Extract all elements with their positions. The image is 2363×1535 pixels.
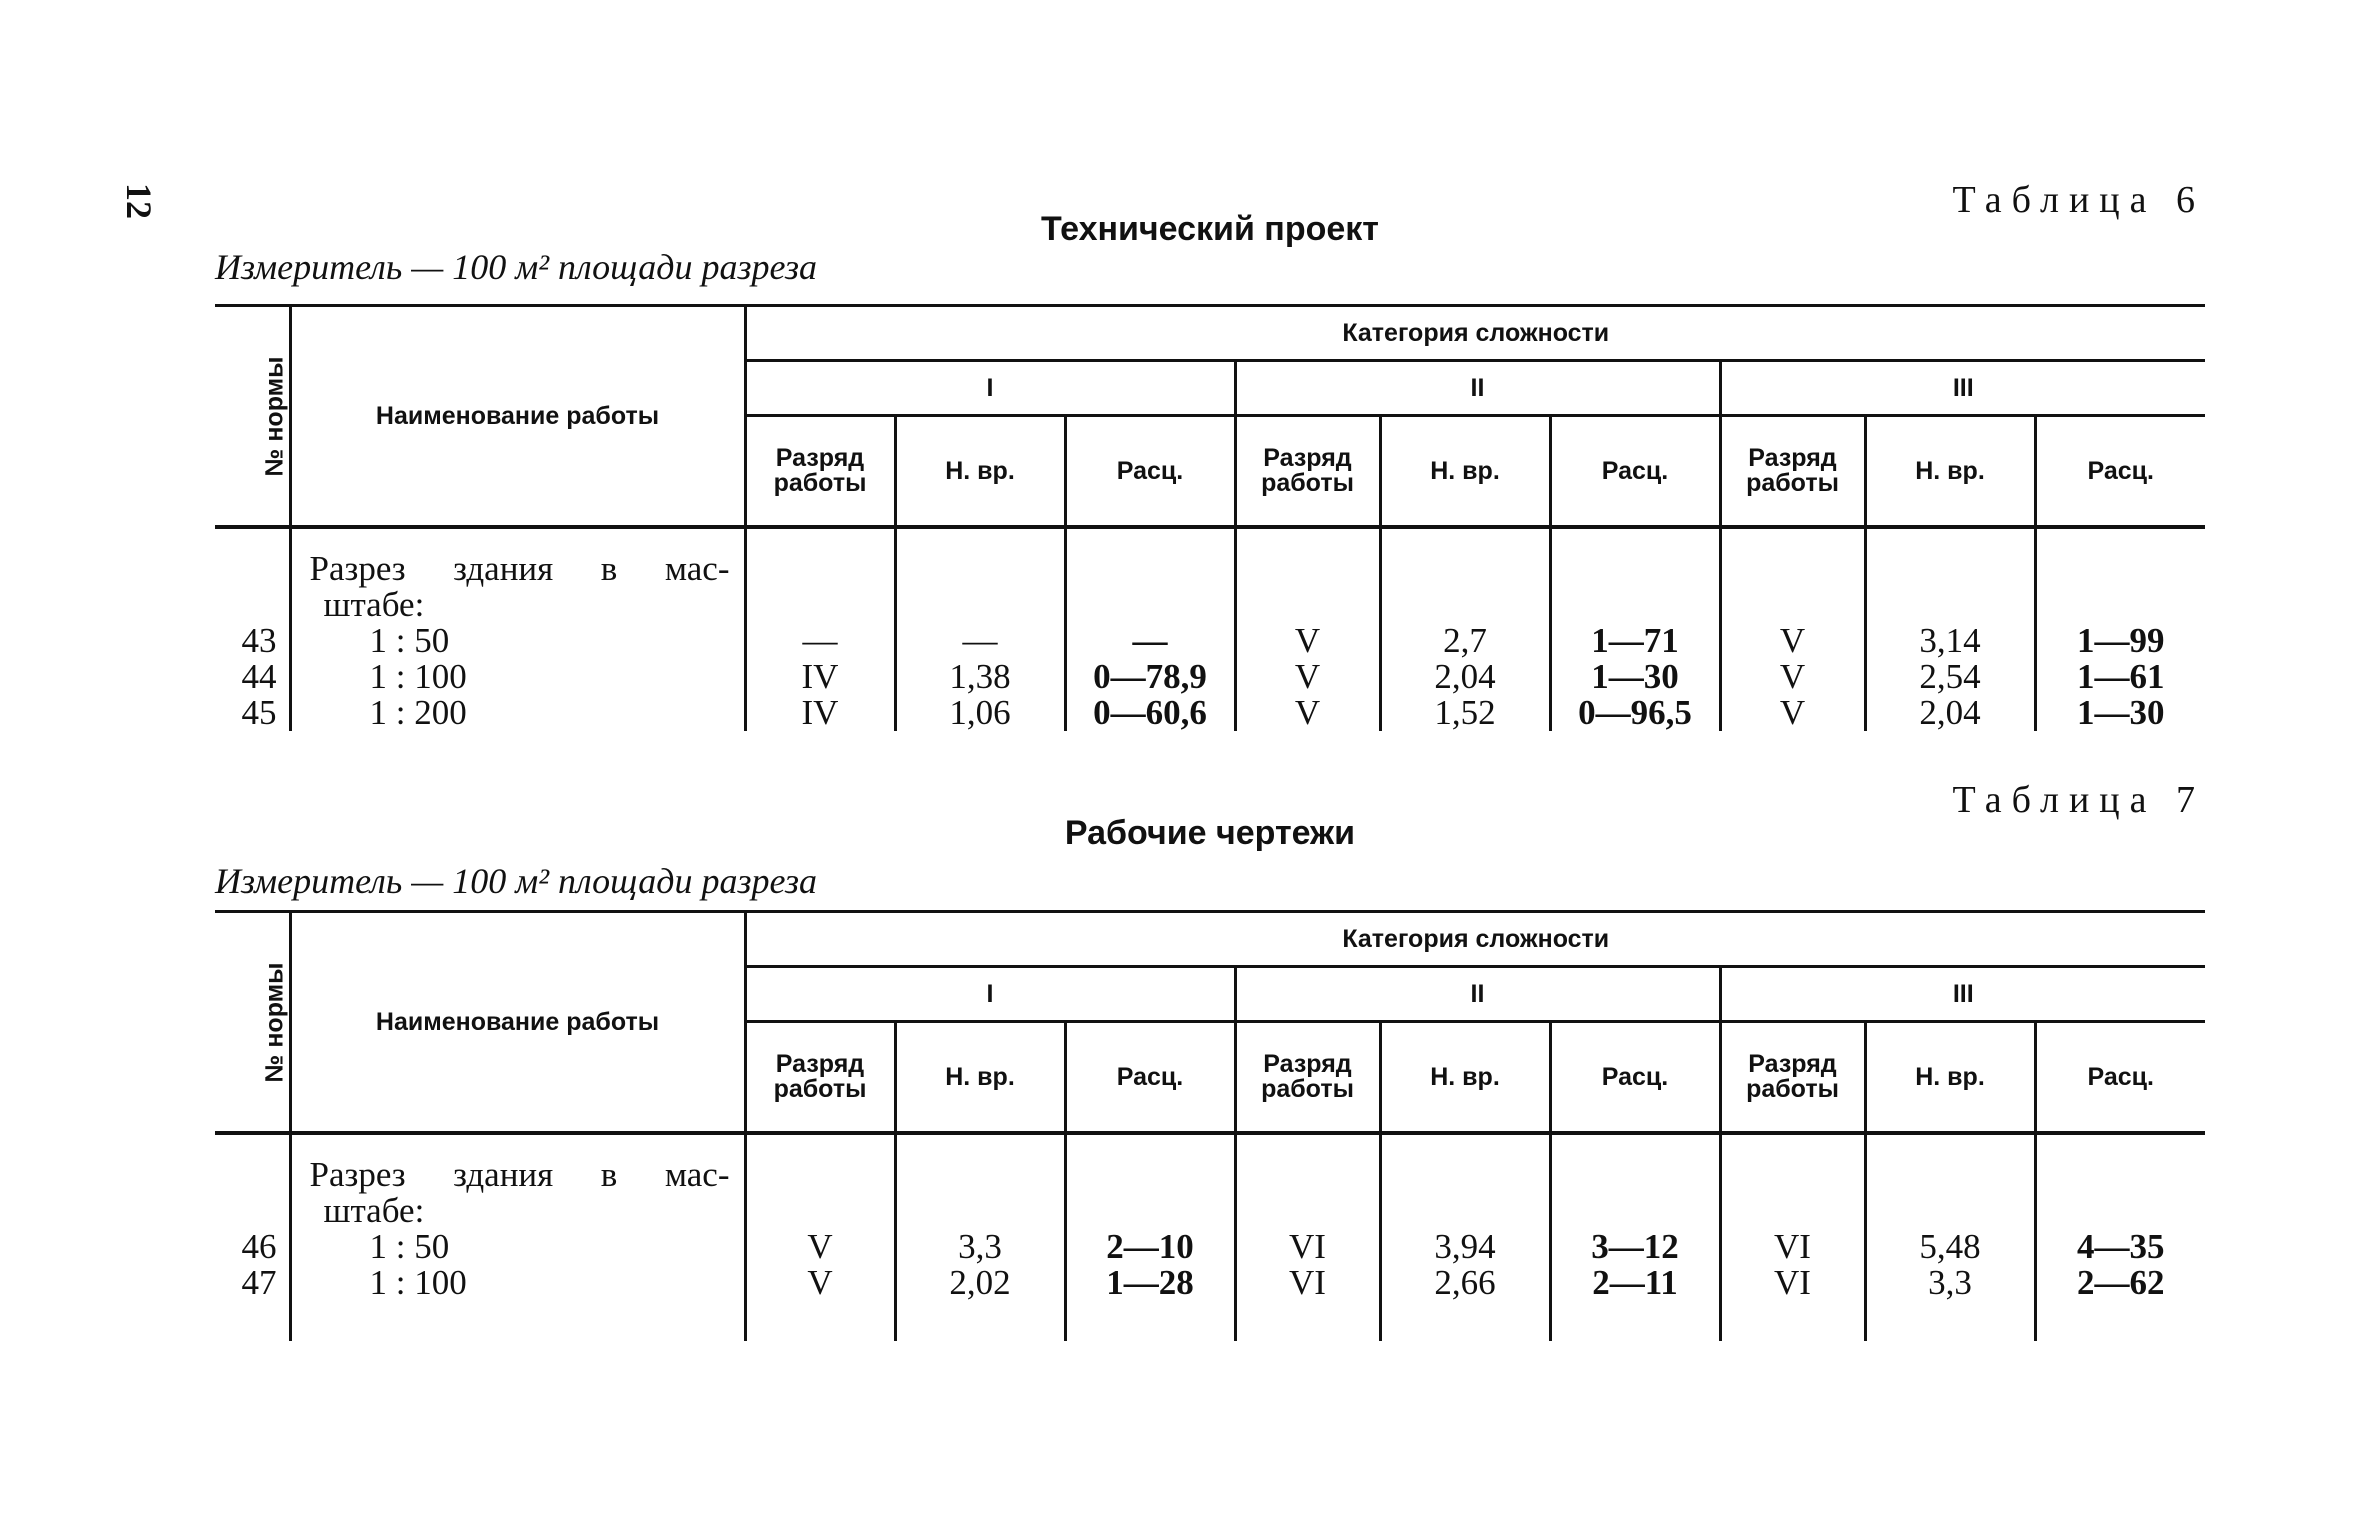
table-title: Рабочие чертежи — [1064, 814, 1356, 852]
sub-header: Разряд работы — [1720, 1022, 1865, 1134]
grade-cell: V — [807, 1227, 833, 1266]
sub-header: Н. вр. — [1865, 416, 2035, 528]
table-title: Технический проект — [1041, 210, 1379, 248]
time-cell: 1,38 — [895, 659, 1065, 695]
grade-cell: V — [1720, 695, 1865, 731]
norm-number: 45 — [215, 695, 290, 731]
rate-cell: 0—60,6 — [1065, 695, 1235, 731]
rate-cell: 1—30 — [2035, 695, 2205, 731]
table-row — [215, 659, 2205, 695]
time-cell: 3,94 — [1380, 1229, 1550, 1265]
category-header: Категория сложности — [745, 912, 2205, 967]
work-name: 1 : 200 — [369, 693, 467, 732]
work-name: 1 : 100 — [369, 657, 467, 696]
sub-header: Расц. — [1065, 1022, 1235, 1134]
time-cell: 5,48 — [1865, 1229, 2035, 1265]
table-label: Таблица 7 — [1952, 779, 2205, 821]
sub-header: Разряд работы — [773, 1050, 867, 1103]
sub-header: Н. вр. — [1865, 1022, 2035, 1134]
grade-cell: VI — [1720, 1229, 1865, 1265]
sub-header: Расц. — [2035, 416, 2205, 528]
rate-cell: 1—61 — [2035, 659, 2205, 695]
sub-header: Разряд работы — [1235, 1022, 1380, 1134]
rate-cell: 2—11 — [1550, 1265, 1720, 1301]
rate-cell: 0—78,9 — [1065, 659, 1235, 695]
sub-header: Расц. — [2035, 1022, 2205, 1134]
sub-header: Расц. — [1065, 416, 1235, 528]
rate-cell: 4—35 — [2035, 1229, 2205, 1265]
table-meter: Измеритель — 100 м² площади разреза — [215, 861, 818, 901]
rate-cell: 3—12 — [1550, 1229, 1720, 1265]
group-header: III — [1720, 967, 2205, 1022]
time-cell: 2,7 — [1380, 623, 1550, 659]
work-name: 1 : 50 — [369, 1227, 450, 1266]
grade-cell: IV — [801, 657, 839, 696]
norms-table — [215, 304, 2205, 731]
grade-cell: IV — [801, 693, 839, 732]
sub-header: Расц. — [1550, 1022, 1720, 1134]
rate-cell: — — [1065, 623, 1235, 659]
grade-cell: V — [1720, 623, 1865, 659]
sub-header: Н. вр. — [895, 416, 1065, 528]
time-cell: 1,06 — [895, 695, 1065, 731]
sub-header: Н. вр. — [895, 1022, 1065, 1134]
norm-number: 47 — [215, 1265, 290, 1301]
group-header: I — [745, 967, 1235, 1022]
norm-number: 43 — [215, 623, 290, 659]
table-7-block — [215, 778, 2205, 1378]
rate-cell: 1—30 — [1550, 659, 1720, 695]
grade-cell: V — [1235, 695, 1380, 731]
norm-number: 44 — [215, 659, 290, 695]
grade-cell: VI — [1235, 1265, 1380, 1301]
work-name-lead: Разрез здания в мас- штабе: — [290, 1133, 745, 1229]
grade-cell: V — [1720, 659, 1865, 695]
work-name-lead: Разрез здания в мас- штабе: — [290, 527, 745, 623]
group-header: I — [745, 361, 1235, 416]
table-label: Таблица 6 — [1952, 179, 2205, 221]
table-6-block — [215, 178, 2205, 758]
rate-cell: 1—99 — [2035, 623, 2205, 659]
sub-header: Разряд работы — [1235, 416, 1380, 528]
rate-cell: 0—96,5 — [1550, 695, 1720, 731]
table-row — [215, 623, 2205, 659]
sub-header: Разряд работы — [1720, 416, 1865, 528]
time-cell: 1,52 — [1380, 695, 1550, 731]
norm-number-header: № нормы — [215, 912, 290, 1134]
rate-cell: 2—10 — [1065, 1229, 1235, 1265]
group-header: III — [1720, 361, 2205, 416]
time-cell: — — [895, 623, 1065, 659]
time-cell: 3,3 — [1865, 1265, 2035, 1301]
work-name-header: Наименование работы — [290, 306, 745, 528]
norm-number-header: № нормы — [215, 306, 290, 528]
grade-cell: V — [1235, 623, 1380, 659]
grade-cell: V — [807, 1263, 833, 1302]
time-cell: 2,02 — [895, 1265, 1065, 1301]
sub-header: Н. вр. — [1380, 1022, 1550, 1134]
norm-number: 46 — [215, 1229, 290, 1265]
time-cell: 3,14 — [1865, 623, 2035, 659]
time-cell: 2,04 — [1865, 695, 2035, 731]
sub-header: Разряд работы — [773, 444, 867, 497]
work-name: 1 : 100 — [369, 1263, 467, 1302]
table-row — [215, 1229, 2205, 1265]
group-header: II — [1235, 361, 1720, 416]
sub-header: Н. вр. — [1380, 416, 1550, 528]
time-cell: 2,04 — [1380, 659, 1550, 695]
rate-cell: 1—71 — [1550, 623, 1720, 659]
rate-cell: 1—28 — [1065, 1265, 1235, 1301]
rate-cell: 2—62 — [2035, 1265, 2205, 1301]
time-cell: 3,3 — [895, 1229, 1065, 1265]
group-header: II — [1235, 967, 1720, 1022]
category-header: Категория сложности — [745, 306, 2205, 361]
grade-cell: — — [802, 621, 838, 660]
table-row — [215, 1265, 2205, 1301]
table-row — [215, 695, 2205, 731]
work-name-header: Наименование работы — [290, 912, 745, 1134]
page-number: 12 — [119, 183, 159, 219]
grade-cell: VI — [1720, 1265, 1865, 1301]
norms-table — [215, 910, 2205, 1341]
work-name: 1 : 50 — [369, 621, 450, 660]
table-meter: Измеритель — 100 м² площади разреза — [215, 247, 818, 287]
grade-cell: VI — [1235, 1229, 1380, 1265]
time-cell: 2,54 — [1865, 659, 2035, 695]
sub-header: Расц. — [1550, 416, 1720, 528]
time-cell: 2,66 — [1380, 1265, 1550, 1301]
grade-cell: V — [1235, 659, 1380, 695]
